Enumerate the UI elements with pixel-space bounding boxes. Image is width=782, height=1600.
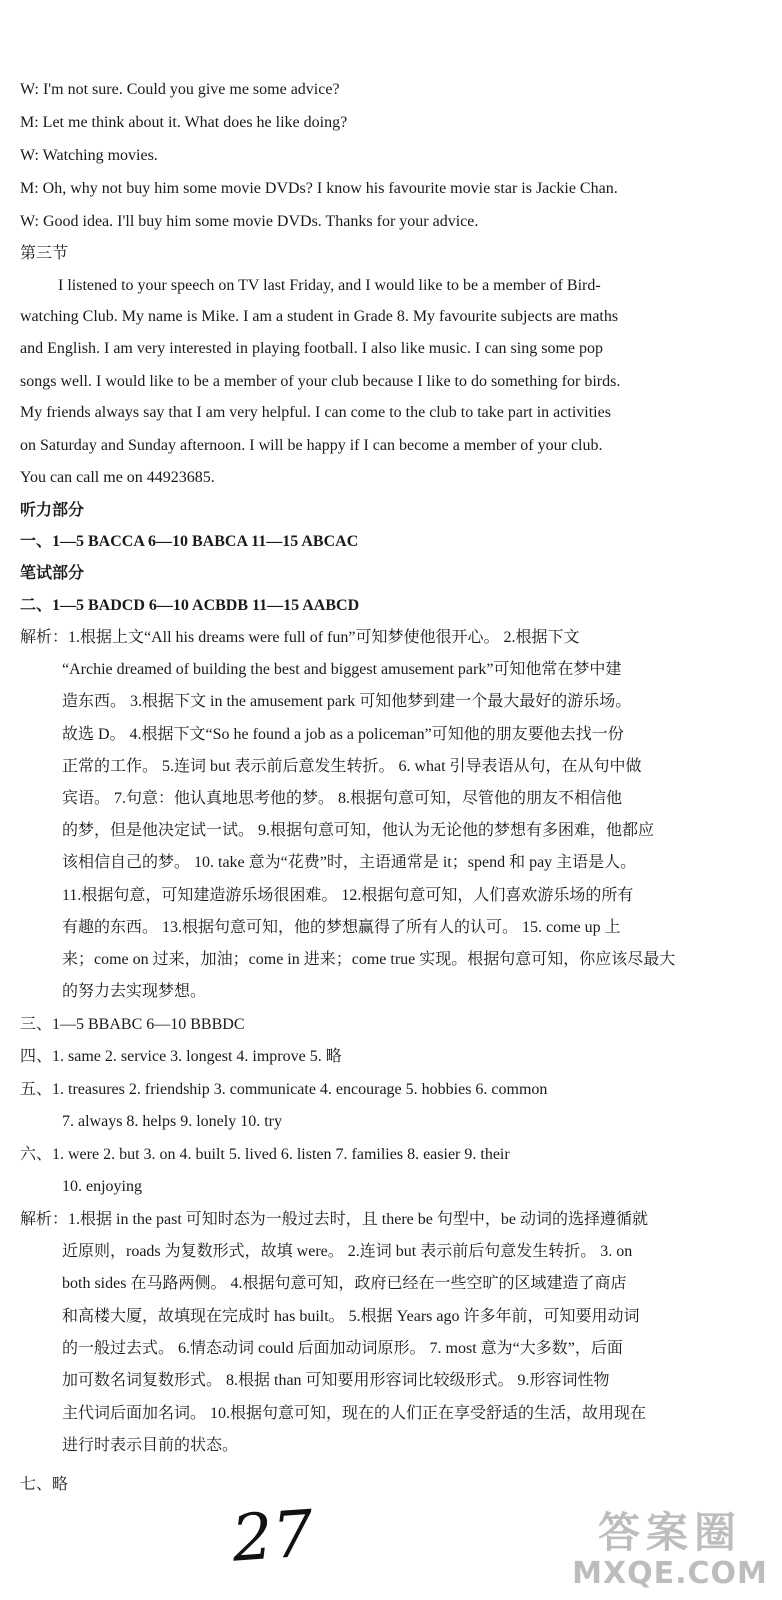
dialogue-line: M: Oh, why not buy him some movie DVDs? I know his favourite movie star is Jackie Chan. xyxy=(20,180,618,197)
analysis-line: 加可数名词复数形式。 8.根据 than 可知要用形容词比较级形式。 9.形容词性物 xyxy=(62,1372,610,1389)
handwritten-page-number: 27 xyxy=(229,1497,316,1577)
part3-answers: 三、1—5 BBABC 6—10 BBBDC xyxy=(20,1016,245,1033)
part6-answers: 六、1. were 2. but 3. on 4. built 5. lived 6. listen 7. families 8. easier 9. their xyxy=(20,1146,510,1163)
analysis-line: 正常的工作。 5.连词 but 表示前后意发生转折。 6. what 引导表语从句，在从句中做 xyxy=(62,758,642,775)
analysis-line: 故选 D。 4.根据下文“So he found a job as a policeman”可知他的朋友要他去找一份 xyxy=(62,726,624,743)
passage-line: on Saturday and Sunday afternoon. I will be happy if I can become a member of your club. xyxy=(20,437,603,454)
dialogue-line: W: I'm not sure. Could you give me some advice? xyxy=(20,81,340,98)
analysis-line: 该相信自己的梦。 10. take 意为“花费”时，主语通常是 it；spend 和 pay 主语是人。 xyxy=(62,854,637,871)
writing-section-title: 笔试部分 xyxy=(20,565,85,582)
analysis-line: 有趣的东西。 13.根据句意可知，他的梦想赢得了所有人的认可。 15. come up 上 xyxy=(62,919,621,936)
dialogue-line: W: Good idea. I'll buy him some movie DVDs. Thanks for your advice. xyxy=(20,213,479,230)
analysis-line: 进行时表示目前的状态。 xyxy=(62,1437,239,1454)
listening-section-title: 听力部分 xyxy=(20,502,85,519)
passage-line: You can call me on 44923685. xyxy=(20,469,215,486)
section3-title: 第三节 xyxy=(20,245,69,262)
part2-answers: 二、1—5 BADCD 6—10 ACBDB 11—15 AABCD xyxy=(20,597,360,614)
analysis-line: 主代词后面加名词。 10.根据句意可知，现在的人们正在享受舒适的生活，故用现在 xyxy=(62,1405,647,1422)
part7-answer: 七、略 xyxy=(20,1476,69,1493)
analysis-line: 的一般过去式。 6.情态动词 could 后面加动词原形。 7. most 意为“大多数”，后面 xyxy=(62,1340,623,1357)
analysis-line: 解析：1.根据上文“All his dreams were full of fun”可知梦使他很开心。 2.根据下文 xyxy=(20,629,580,646)
part5-answers: 五、1. treasures 2. friendship 3. communicate 4. encourage 5. hobbies 6. common xyxy=(20,1081,548,1098)
analysis-line: 宾语。 7.句意：他认真地思考他的梦。 8.根据句意可知，尽管他的朋友不相信他 xyxy=(62,790,623,807)
dialogue-line: M: Let me think about it. What does he like doing? xyxy=(20,114,348,131)
analysis-line: 来；come on 过来，加油；come in 进来；come true 实现。根据句意可知，你应该尽最大 xyxy=(62,951,676,968)
watermark-logo xyxy=(570,1500,770,1596)
analysis-line: both sides 在马路两侧。 4.根据句意可知，政府已经在一些空旷的区域建造了商店 xyxy=(62,1275,627,1292)
analysis-line: 造东西。 3.根据下文 in the amusement park 可知他梦到建一个最大最好的游乐场。 xyxy=(62,693,632,710)
passage-line: and English. I am very interested in playing football. I also like music. I can sing some pop xyxy=(20,340,603,357)
part5-answers-cont: 7. always 8. helps 9. lonely 10. try xyxy=(62,1113,282,1130)
analysis-line: 11.根据句意，可知建造游乐场很困难。 12.根据句意可知，人们喜欢游乐场的所有 xyxy=(62,887,634,904)
analysis-line: 近原则，roads 为复数形式，故填 were。 2.连词 but 表示前后句意发生转折。 3. on xyxy=(62,1243,633,1260)
part4-answers: 四、1. same 2. service 3. longest 4. improve 5. 略 xyxy=(20,1048,342,1065)
watermark-text-cn: 答案圈 xyxy=(597,1508,742,1557)
analysis-line: 解析：1.根据 in the past 可知时态为一般过去时，且 there be 句型中，be 动词的选择遵循就 xyxy=(20,1211,648,1228)
watermark-text-en: MXQE.COM xyxy=(572,1556,768,1591)
analysis-line: 的梦，但是他决定试一试。 9.根据句意可知，他认为无论他的梦想有多困难，他都应 xyxy=(62,822,655,839)
analysis-line: 和高楼大厦，故填现在完成时 has built。 5.根据 Years ago 许多年前，可知要用动词 xyxy=(62,1308,640,1325)
analysis-line: “Archie dreamed of building the best and biggest amusement park”可知他常在梦中建 xyxy=(62,661,622,678)
analysis-line: 的努力去实现梦想。 xyxy=(62,983,207,1000)
passage-line: watching Club. My name is Mike. I am a student in Grade 8. My favourite subjects are maths xyxy=(20,308,619,325)
part6-answers-cont: 10. enjoying xyxy=(62,1178,142,1195)
dialogue-line: W: Watching movies. xyxy=(20,147,158,164)
passage-line: I listened to your speech on TV last Friday, and I would like to be a member of Bird- xyxy=(58,277,601,294)
listening-answers: 一、1—5 BACCA 6—10 BABCA 11—15 ABCAC xyxy=(20,533,359,550)
passage-line: songs well. I would like to be a member of your club because I like to do something for birds. xyxy=(20,373,621,390)
passage-line: My friends always say that I am very helpful. I can come to the club to take part in activities xyxy=(20,404,611,421)
